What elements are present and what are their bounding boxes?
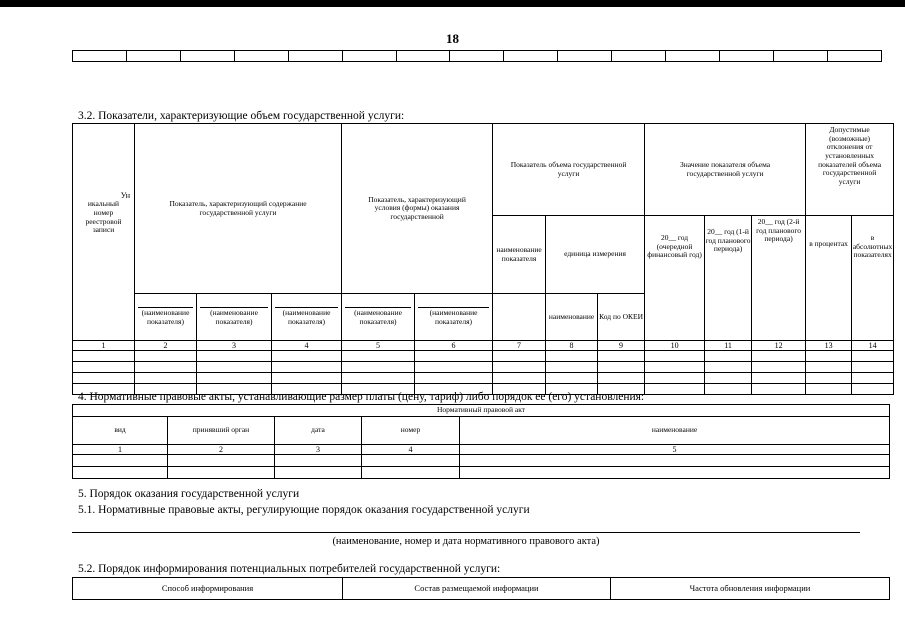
column-number: 12: [752, 341, 806, 351]
section-4-title: 4. Нормативные правовые акты, устанавливающие размер платы (цену, тариф) либо порядок ее (его) установления:: [78, 391, 645, 403]
sub-percent: в процентах: [806, 216, 852, 341]
column-number: 13: [806, 341, 852, 351]
name-indicator-3-text: (наименование показателя): [275, 307, 338, 326]
empty-cell: [415, 373, 493, 384]
column-number: 1: [73, 341, 135, 351]
name-indicator-1: [135, 294, 197, 341]
name-indicator-5-text: (наименование показателя): [418, 307, 489, 326]
empty-cell: [645, 373, 705, 384]
empty-cell: [705, 384, 752, 395]
empty-cell: [493, 351, 546, 362]
strip-cell: [504, 51, 558, 62]
strip-cell: [73, 51, 127, 62]
top-strip-table: [72, 50, 882, 62]
section-5-2-title: 5.2. Порядок информирования потенциальных потребителей государственной услуги:: [78, 563, 501, 575]
col-volume-indicator: [493, 124, 645, 216]
column-number: 2: [168, 445, 275, 455]
unique-part-1: Ун: [120, 191, 130, 201]
empty-cell: [705, 362, 752, 373]
informing-table: [72, 577, 890, 600]
col-deviation: [806, 124, 894, 216]
strip-cell: [827, 51, 881, 62]
col-conditions-text: Показатель, характеризующий условия (формы) оказания государственной: [368, 194, 466, 221]
empty-cell: [73, 455, 168, 467]
col-content-indicator: [135, 124, 342, 294]
empty-cell: [73, 467, 168, 479]
empty-cell: [460, 467, 890, 479]
empty-cell: [272, 373, 342, 384]
strip-cell: [126, 51, 180, 62]
col-conditions-indicator: [342, 124, 493, 294]
column-number: 7: [493, 341, 546, 351]
empty-cell: [806, 351, 852, 362]
col-content: Состав размещаемой информации: [343, 578, 611, 600]
section-5-title: 5. Порядок оказания государственной услуги: [78, 488, 300, 500]
empty-cell: [806, 384, 852, 395]
empty-cell: [415, 351, 493, 362]
empty-cell: [197, 351, 272, 362]
sub-year-1: 20__ год (1-й год планового периода): [705, 216, 752, 341]
column-number: 5: [342, 341, 415, 351]
empty-cell: [645, 362, 705, 373]
strip-cell: [612, 51, 666, 62]
empty-cell: [493, 373, 546, 384]
section-3-2-title: 3.2. Показатели, характеризующие объем государственной услуги:: [78, 110, 405, 122]
name-indicator-2-text: (наименование показателя): [200, 307, 268, 326]
col-deviation-text: Допустимые (возможные) отклонения от установленных показателей объема государственной услуги: [818, 125, 882, 186]
sub-unit: единица измерения: [546, 216, 645, 294]
empty-cell: [705, 351, 752, 362]
empty-cell: [73, 351, 135, 362]
empty-cell: [197, 373, 272, 384]
empty-cell: [197, 362, 272, 373]
col-number: номер: [362, 417, 460, 445]
empty-cell: [135, 351, 197, 362]
blank-indicator-name: [493, 294, 546, 341]
empty-cell: [806, 373, 852, 384]
sub-indicator-name: наименование показателя: [493, 216, 546, 294]
strip-cell: [773, 51, 827, 62]
unique-part-2: икальный: [87, 199, 120, 209]
name-indicator-1-text: (наименование показателя): [138, 307, 193, 326]
legal-act-line: [72, 532, 860, 533]
empty-cell: [852, 351, 894, 362]
strip-cell: [234, 51, 288, 62]
empty-cell: [598, 351, 645, 362]
empty-cell: [415, 362, 493, 373]
empty-cell: [362, 455, 460, 467]
col-kind: вид: [73, 417, 168, 445]
empty-cell: [342, 351, 415, 362]
strip-cell: [288, 51, 342, 62]
col-volume-value: [645, 124, 806, 216]
column-number: 4: [272, 341, 342, 351]
sub-absolute: в абсолютных показателях: [852, 216, 894, 341]
legal-act-caption: (наименование, номер и дата нормативного правового акта): [332, 536, 600, 547]
name-indicator-5: [415, 294, 493, 341]
strip-cell: [180, 51, 234, 62]
empty-cell: [73, 362, 135, 373]
name-indicator-4: [342, 294, 415, 341]
empty-cell: [342, 373, 415, 384]
empty-cell: [598, 362, 645, 373]
col-method: Способ информирования: [73, 578, 343, 600]
empty-cell: [645, 384, 705, 395]
legal-act-header: Нормативный правовой акт: [73, 405, 890, 417]
volume-indicators-table: [72, 123, 894, 395]
column-number: 14: [852, 341, 894, 351]
empty-cell: [135, 373, 197, 384]
column-number: 2: [135, 341, 197, 351]
empty-cell: [806, 362, 852, 373]
col-date: дата: [275, 417, 362, 445]
section-5-1-title: 5.1. Нормативные правовые акты, регулирующие порядок оказания государственной услуги: [78, 504, 530, 516]
column-number: 4: [362, 445, 460, 455]
column-number: 3: [197, 341, 272, 351]
empty-cell: [275, 455, 362, 467]
empty-cell: [275, 467, 362, 479]
empty-cell: [752, 351, 806, 362]
unique-part-4: реестровой: [85, 216, 122, 226]
empty-cell: [546, 373, 598, 384]
empty-cell: [546, 351, 598, 362]
col-issuer: принявший орган: [168, 417, 275, 445]
column-number: 9: [598, 341, 645, 351]
column-number: 5: [460, 445, 890, 455]
col-unique-number: [73, 124, 135, 341]
empty-cell: [852, 384, 894, 395]
empty-cell: [168, 467, 275, 479]
strip-cell: [450, 51, 504, 62]
sub-year-next: 20__ год (очередной финансовый год): [645, 216, 705, 341]
column-number: 1: [73, 445, 168, 455]
empty-cell: [752, 373, 806, 384]
empty-cell: [598, 373, 645, 384]
strip-cell: [666, 51, 720, 62]
unit-okei: Код по ОКЕИ: [598, 294, 645, 341]
strip-cell: [342, 51, 396, 62]
column-number: 11: [705, 341, 752, 351]
column-number: 3: [275, 445, 362, 455]
empty-cell: [73, 373, 135, 384]
name-indicator-3: [272, 294, 342, 341]
col-frequency: Частота обновления информации: [611, 578, 890, 600]
page-number: 18: [446, 31, 459, 46]
empty-cell: [272, 351, 342, 362]
empty-cell: [546, 362, 598, 373]
empty-cell: [752, 384, 806, 395]
unique-part-5: записи: [92, 225, 115, 235]
empty-cell: [645, 351, 705, 362]
column-number: 8: [546, 341, 598, 351]
name-indicator-4-text: (наименование показателя): [345, 307, 411, 326]
empty-cell: [852, 362, 894, 373]
strip-cell: [396, 51, 450, 62]
col-volume-text: Показатель объема государственной услуги: [510, 159, 627, 178]
col-content-text: Показатель, характеризующий содержание государственной услуги: [169, 198, 307, 217]
column-number: 6: [415, 341, 493, 351]
empty-cell: [460, 455, 890, 467]
empty-cell: [342, 362, 415, 373]
unit-name: наименование: [546, 294, 598, 341]
unique-part-3: номер: [93, 207, 114, 217]
strip-cell: [720, 51, 774, 62]
sub-year-2: 20__ год (2-й год планового периода): [752, 216, 806, 341]
legal-acts-table: [72, 404, 890, 479]
name-indicator-2: [197, 294, 272, 341]
strip-cell: [558, 51, 612, 62]
empty-cell: [272, 362, 342, 373]
empty-cell: [752, 362, 806, 373]
empty-cell: [705, 373, 752, 384]
empty-cell: [362, 467, 460, 479]
column-number: 10: [645, 341, 705, 351]
empty-cell: [493, 362, 546, 373]
empty-cell: [852, 373, 894, 384]
col-value-text: Значение показателя объема государственной услуги: [680, 159, 771, 178]
empty-cell: [135, 362, 197, 373]
col-name: наименование: [460, 417, 890, 445]
scan-top-edge: [0, 0, 905, 7]
empty-cell: [168, 455, 275, 467]
